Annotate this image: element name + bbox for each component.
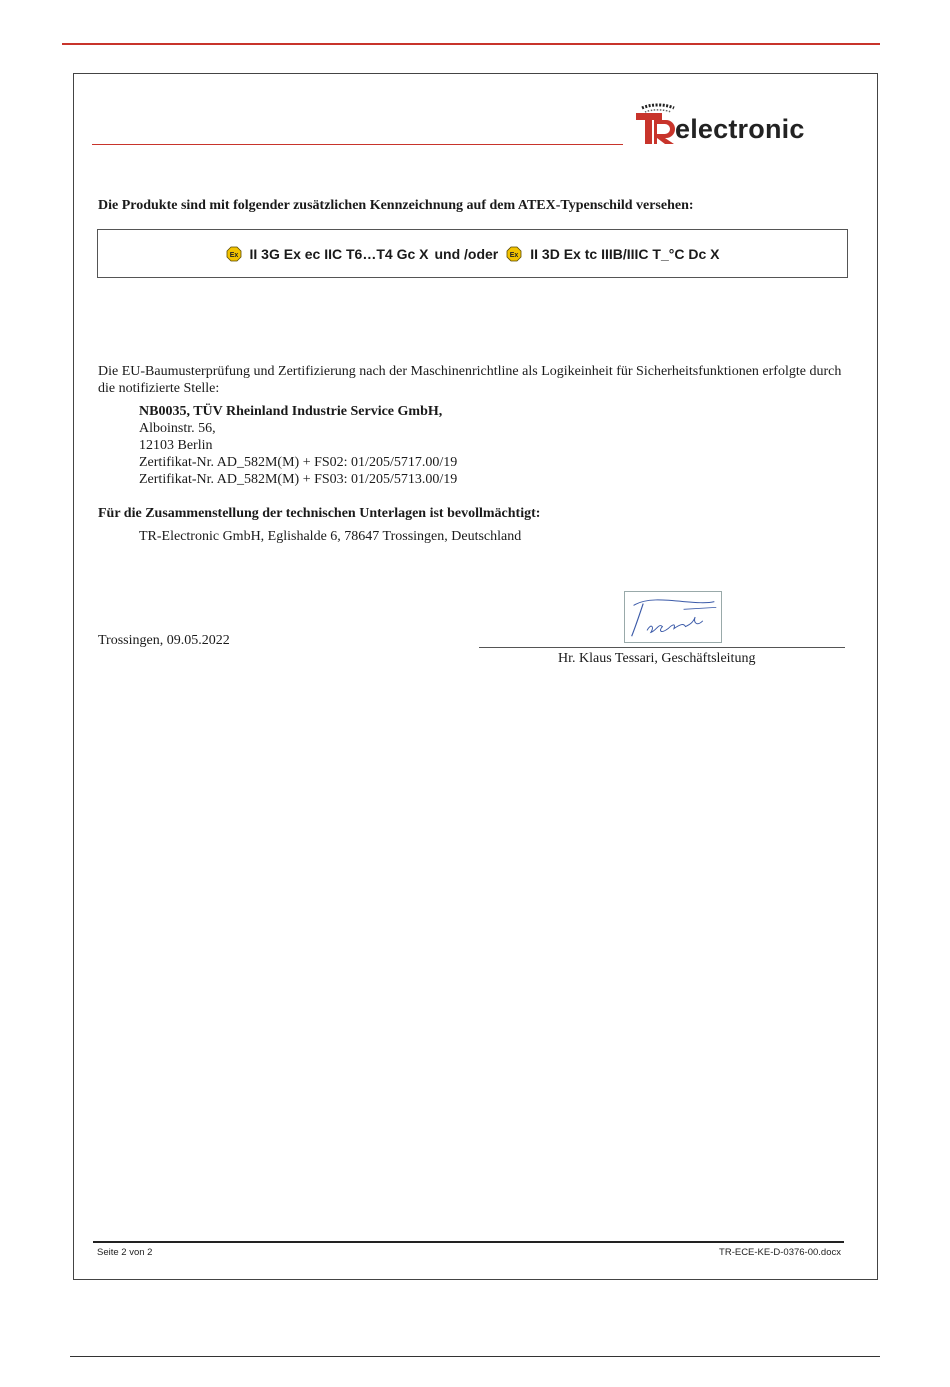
- signature-line: [479, 647, 845, 648]
- logo-gear-icon: [642, 105, 674, 112]
- atex-marking-box: [97, 229, 848, 278]
- signer-name: Hr. Klaus Tessari, Geschäftsleitung: [558, 651, 756, 666]
- authorization-address: TR-Electronic GmbH, Eglishalde 6, 78647 Trossingen, Deutschland: [139, 529, 522, 544]
- notified-body-name: NB0035, TÜV Rheinland Industrie Service GmbH,: [139, 404, 443, 419]
- ex-symbol-icon: [226, 246, 242, 262]
- footer-rule: [93, 1241, 844, 1243]
- bottom-rule: [70, 1356, 880, 1357]
- notified-body-block: [139, 403, 457, 488]
- certificate-number: Zertifikat-Nr. AD_582M(M) + FS03: 01/205/5713.00/19: [139, 472, 458, 487]
- certification-text: Die EU-Baumusterprüfung und Zertifizierung nach der Maschinenrichtline als Logikeinheit für Sicherheitsfunktionen erfolgte durch die notifizierte Stelle:: [98, 364, 842, 396]
- top-accent-rule: [62, 43, 880, 45]
- marking-connector: und /oder: [434, 245, 499, 262]
- marking-intro: Die Produkte sind mit folgender zusätzlichen Kennzeichnung auf dem ATEX-Typenschild versehen:: [98, 198, 694, 213]
- notified-body-street: Alboinstr. 56,: [139, 421, 216, 436]
- svg-text:Ex: Ex: [509, 251, 519, 259]
- dust-marking: II 3D Ex tc IIIB/IIIC T_°C Dc X: [530, 245, 720, 262]
- place-date: Trossingen, 09.05.2022: [98, 633, 230, 648]
- logo-wordmark: electronic: [675, 114, 805, 144]
- ex-symbol-icon: [506, 246, 522, 262]
- certificate-number: Zertifikat-Nr. AD_582M(M) + FS02: 01/205/5717.00/19: [139, 455, 458, 470]
- gas-marking: II 3G Ex ec IIC T6…T4 Gc X: [249, 245, 429, 262]
- notified-body-city: 12103 Berlin: [139, 438, 213, 453]
- page-number: Seite 2 von 2: [97, 1247, 153, 1258]
- document-id: TR-ECE-KE-D-0376-00.docx: [719, 1247, 841, 1258]
- signature-image: [624, 591, 722, 643]
- header-rule: [92, 144, 623, 145]
- svg-text:Ex: Ex: [229, 251, 238, 259]
- authorization-title: Für die Zusammenstellung der technischen Unterlagen ist bevollmächtigt:: [98, 506, 541, 521]
- logo-tr-mark: [636, 113, 675, 144]
